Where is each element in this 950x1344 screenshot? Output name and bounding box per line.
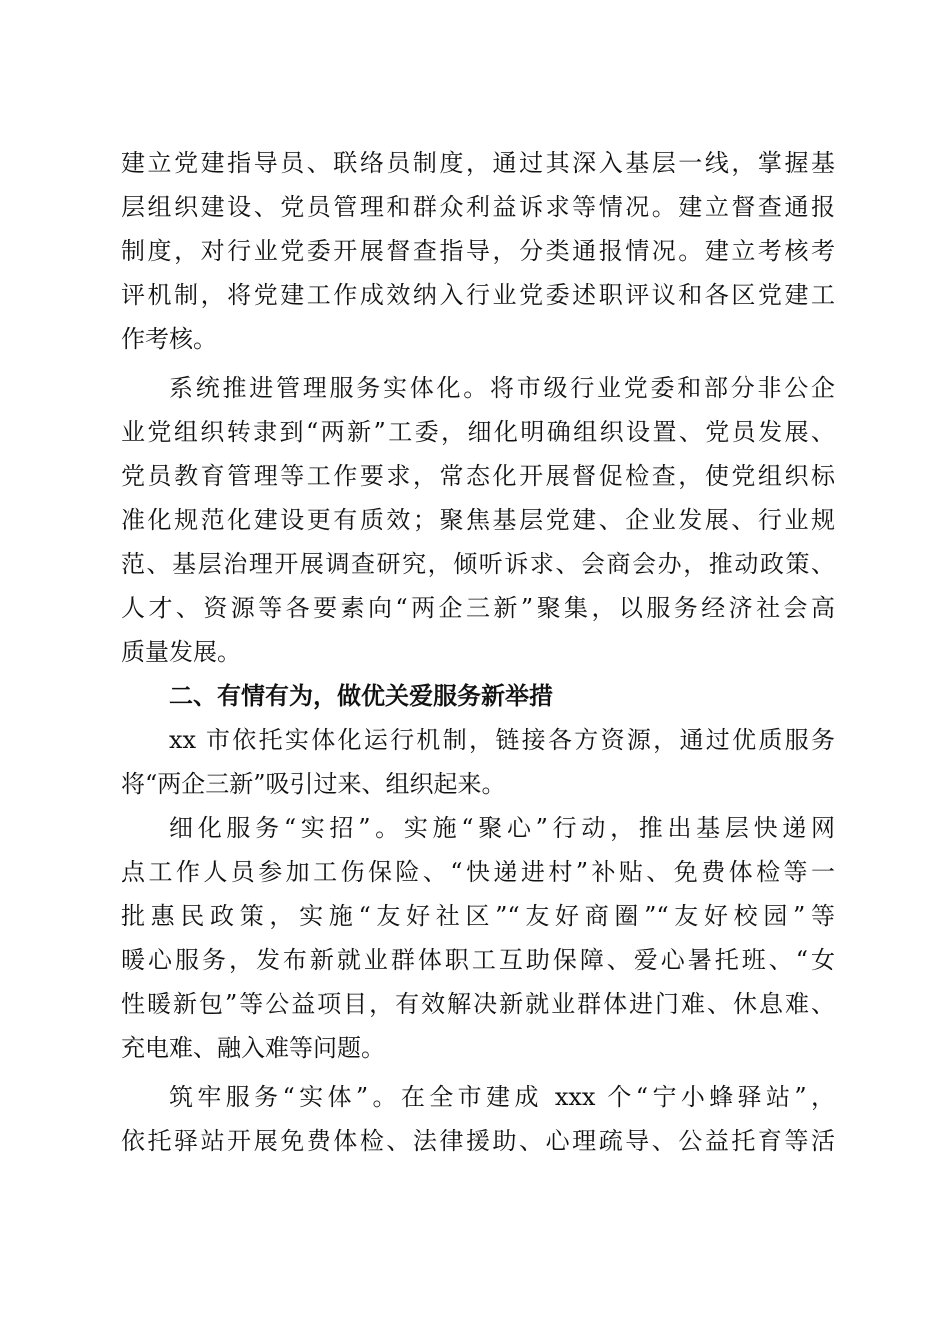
section-heading: 二、有情有为，做优关爱服务新举措 — [169, 682, 553, 710]
paragraph-5 — [121, 1075, 835, 1163]
text-line: 制度，对行业党委开展督查指导，分类通报情况。建立考核考 — [121, 237, 835, 265]
text-line: 建立党建指导员、联络员制度，通过其深入基层一线，掌握基 — [121, 149, 835, 177]
text-line: 细化服务“实招”。实施“聚心”行动，推出基层快递网 — [169, 814, 835, 842]
text-line: 作考核。 — [121, 325, 217, 353]
text-line: 将“两企三新”吸引过来、组织起来。 — [121, 770, 506, 798]
text-line: 筑牢服务“实体”。在全市建成 xxx 个“宁小蜂驿站”， — [169, 1083, 835, 1111]
text-line: 依托驿站开展免费体检、法律援助、心理疏导、公益托育等活 — [121, 1127, 835, 1155]
text-line: 充电难、融入难等问题。 — [121, 1034, 385, 1062]
text-line: 点工作人员参加工伤保险、“快递进村”补贴、免费体检等一 — [121, 858, 835, 886]
text-line: 人才、资源等各要素向“两企三新”聚集，以服务经济社会高 — [121, 594, 835, 622]
text-line: xx 市依托实体化运行机制，链接各方资源，通过优质服务 — [169, 726, 835, 754]
text-line: 暖心服务，发布新就业群体职工互助保障、爱心暑托班、“女 — [121, 946, 835, 974]
document-body — [121, 141, 835, 1163]
text-line: 性暖新包”等公益项目，有效解决新就业群体进门难、休息难、 — [121, 990, 835, 1018]
paragraph-3 — [121, 718, 835, 806]
paragraph-1 — [121, 141, 835, 361]
text-line: 准化规范化建设更有质效；聚焦基层党建、企业发展、行业规 — [121, 506, 835, 534]
paragraph-4 — [121, 806, 835, 1070]
text-line: 系统推进管理服务实体化。将市级行业党委和部分非公企 — [169, 374, 835, 402]
text-line: 范、基层治理开展调查研究，倾听诉求、会商会办，推动政策、 — [121, 550, 835, 578]
text-line: 评机制，将党建工作成效纳入行业党委述职评议和各区党建工 — [121, 281, 835, 309]
text-line: 党员教育管理等工作要求，常态化开展督促检查，使党组织标 — [121, 462, 835, 490]
paragraph-2 — [121, 366, 835, 674]
text-line: 批惠民政策，实施“友好社区”“友好商圈”“友好校园”等 — [121, 902, 835, 930]
text-line: 业党组织转隶到“两新”工委，细化明确组织设置、党员发展、 — [121, 418, 835, 446]
text-line: 层组织建设、党员管理和群众利益诉求等情况。建立督查通报 — [121, 193, 835, 221]
text-line: 质量发展。 — [121, 638, 241, 666]
